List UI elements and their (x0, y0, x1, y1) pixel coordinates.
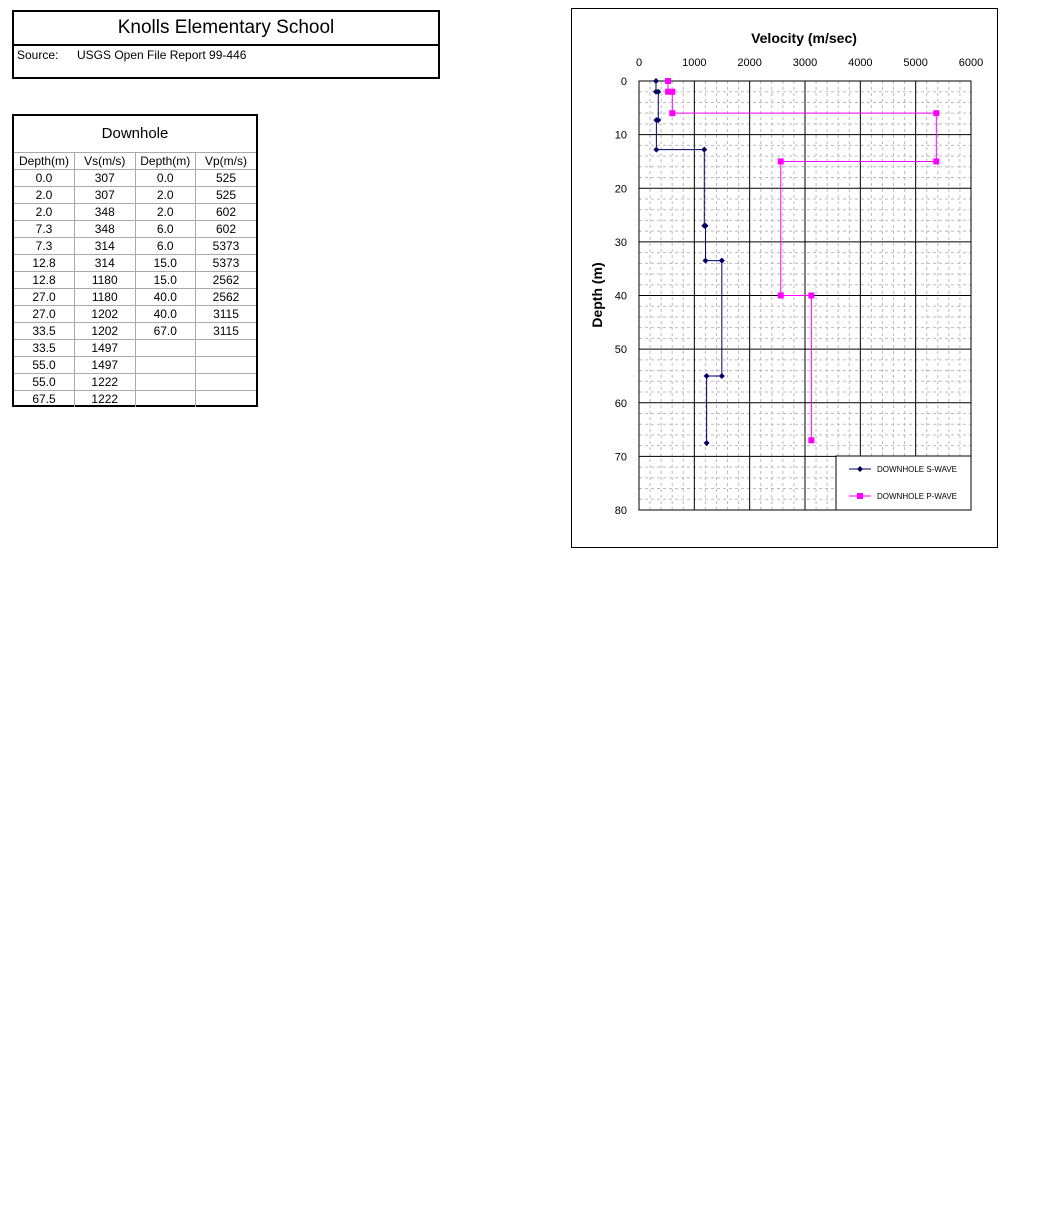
column-header-depth-p: Depth(m) (135, 153, 196, 170)
cell-depth-p: 2.0 (135, 187, 196, 204)
cell-vp: 3115 (196, 323, 257, 340)
cell-vs: 1222 (75, 391, 136, 408)
data-point-downhole-p-wave (808, 293, 814, 299)
cell-depth-s: 55.0 (14, 374, 75, 391)
cell-depth-p: 6.0 (135, 221, 196, 238)
y-axis-title: Depth (m) (589, 262, 605, 328)
legend-label-downhole-p-wave: DOWNHOLE P-WAVE (877, 492, 958, 501)
y-tick-label: 40 (614, 290, 627, 303)
velocity-depth-chart (571, 8, 998, 548)
x-tick-label: 0 (635, 57, 643, 69)
table-row (14, 221, 256, 238)
x-tick-labels (636, 57, 983, 69)
table-row (14, 170, 256, 187)
legend-marker-downhole-p-wave (857, 493, 863, 499)
y-tick-label: 10 (614, 129, 627, 142)
cell-vp: 602 (196, 221, 257, 238)
table-row (14, 255, 256, 272)
source-line (14, 46, 438, 62)
table-row (14, 391, 256, 408)
x-tick-label: 1000 (682, 57, 707, 69)
cell-depth-s: 12.8 (14, 272, 75, 289)
source-value: USGS Open File Report 99-446 (77, 48, 247, 62)
y-tick-label: 20 (614, 183, 627, 196)
table-row (14, 323, 256, 340)
cell-vp: 525 (196, 170, 257, 187)
data-point-downhole-p-wave (669, 110, 675, 116)
legend (836, 456, 971, 510)
cell-depth-p (135, 340, 196, 357)
cell-depth-s: 33.5 (14, 340, 75, 357)
cell-vp (196, 374, 257, 391)
cell-depth-s: 27.0 (14, 306, 75, 323)
cell-depth-s: 33.5 (14, 323, 75, 340)
table-row (14, 289, 256, 306)
cell-depth-s: 7.3 (14, 238, 75, 255)
data-point-downhole-p-wave (933, 158, 939, 164)
table-row (14, 272, 256, 289)
data-point-downhole-p-wave (778, 293, 784, 299)
cell-vs: 307 (75, 170, 136, 187)
cell-vp: 525 (196, 187, 257, 204)
cell-depth-s: 67.5 (14, 391, 75, 408)
y-tick-label: 50 (614, 344, 627, 357)
x-tick-label: 5000 (903, 57, 928, 69)
y-tick-label: 30 (614, 236, 627, 249)
cell-vp (196, 340, 257, 357)
cell-depth-s: 2.0 (14, 187, 75, 204)
table-row (14, 374, 256, 391)
table-header-row (14, 153, 256, 170)
downhole-table-body (14, 170, 256, 408)
cell-depth-s: 2.0 (14, 204, 75, 221)
table-row (14, 357, 256, 374)
cell-vs: 1180 (75, 272, 136, 289)
y-tick-label: 0 (620, 76, 627, 88)
x-tick-label: 2000 (737, 57, 762, 69)
cell-vs: 1497 (75, 340, 136, 357)
cell-vp: 3115 (196, 306, 257, 323)
site-title: Knolls Elementary School (14, 12, 438, 46)
column-header-vp: Vp(m/s) (196, 153, 257, 170)
cell-vs: 1202 (75, 306, 136, 323)
column-header-depth-s: Depth(m) (14, 153, 75, 170)
cell-vs: 1180 (75, 289, 136, 306)
cell-depth-p: 2.0 (135, 204, 196, 221)
table-row (14, 204, 256, 221)
downhole-table-box (12, 114, 258, 407)
table-row (14, 306, 256, 323)
x-tick-label: 3000 (792, 57, 818, 69)
cell-depth-s: 27.0 (14, 289, 75, 306)
cell-depth-p: 15.0 (135, 255, 196, 272)
cell-depth-p: 0.0 (135, 170, 196, 187)
column-header-vs: Vs(m/s) (75, 153, 136, 170)
cell-vs: 307 (75, 187, 136, 204)
table-row (14, 238, 256, 255)
table-row (14, 340, 256, 357)
cell-vp: 2562 (196, 289, 257, 306)
y-tick-label: 60 (614, 397, 627, 410)
cell-depth-p (135, 391, 196, 408)
downhole-table (14, 152, 256, 407)
cell-vs: 314 (75, 255, 136, 272)
cell-depth-s: 7.3 (14, 221, 75, 238)
x-tick-label: 6000 (958, 57, 984, 69)
cell-depth-s: 55.0 (14, 357, 75, 374)
cell-vs: 348 (75, 204, 136, 221)
data-point-downhole-p-wave (933, 110, 939, 116)
cell-depth-p (135, 357, 196, 374)
cell-depth-p: 40.0 (135, 306, 196, 323)
cell-depth-p: 67.0 (135, 323, 196, 340)
cell-vs: 314 (75, 238, 136, 255)
x-axis-title: Velocity (m/sec) (751, 30, 857, 46)
cell-depth-s: 0.0 (14, 170, 75, 187)
cell-vp: 602 (196, 204, 257, 221)
cell-vp (196, 357, 257, 374)
source-label: Source: (17, 48, 59, 62)
y-tick-labels (615, 76, 627, 517)
cell-vp (196, 391, 257, 408)
cell-vs: 1222 (75, 374, 136, 391)
y-tick-label: 80 (614, 505, 627, 517)
legend-label-downhole-s-wave: DOWNHOLE S-WAVE (877, 465, 958, 474)
cell-depth-p: 40.0 (135, 289, 196, 306)
cell-depth-p: 15.0 (135, 272, 196, 289)
cell-vs: 1497 (75, 357, 136, 374)
data-point-downhole-p-wave (808, 437, 814, 443)
cell-depth-s: 12.8 (14, 255, 75, 272)
cell-vp: 2562 (196, 272, 257, 289)
cell-vp: 5373 (196, 238, 257, 255)
cell-vs: 1202 (75, 323, 136, 340)
title-box (12, 10, 440, 79)
cell-depth-p: 6.0 (135, 238, 196, 255)
data-point-downhole-p-wave (778, 158, 784, 164)
cell-vs: 348 (75, 221, 136, 238)
downhole-title: Downhole (101, 125, 169, 142)
x-tick-label: 4000 (848, 57, 873, 69)
chart-canvas (572, 9, 999, 549)
cell-vp: 5373 (196, 255, 257, 272)
cell-depth-p (135, 374, 196, 391)
data-point-downhole-p-wave (665, 78, 671, 84)
y-tick-label: 70 (614, 451, 627, 464)
table-row (14, 187, 256, 204)
data-point-downhole-p-wave (669, 89, 675, 95)
